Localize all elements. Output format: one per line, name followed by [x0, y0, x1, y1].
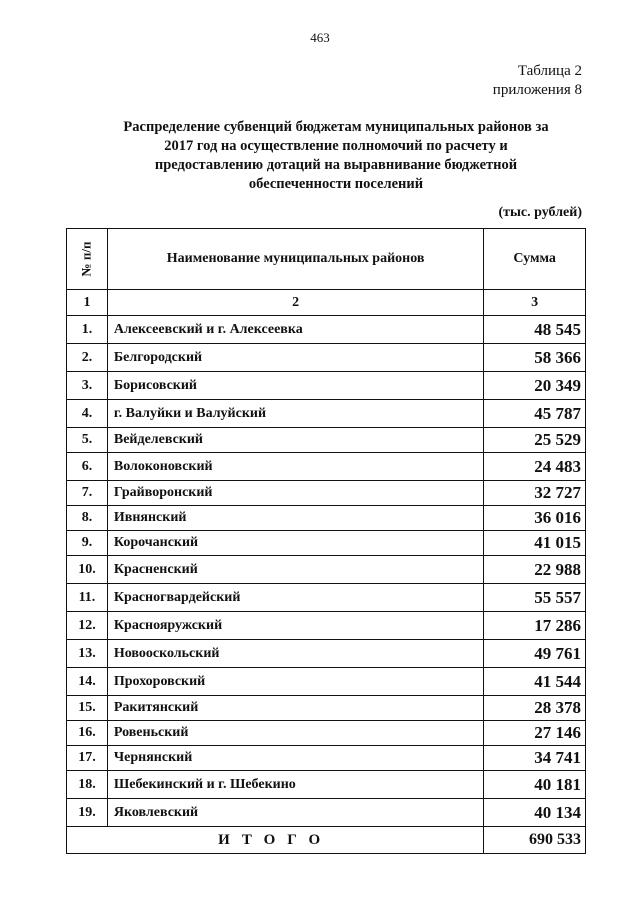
header-row: [67, 229, 586, 290]
row-sum: 41 015: [484, 531, 586, 556]
table-row: [67, 400, 586, 428]
district-name: Чернянский: [107, 746, 483, 771]
table-ref-line1: Таблица 2: [517, 63, 582, 79]
table-row: [67, 696, 586, 721]
row-number: 17.: [67, 746, 108, 771]
row-sum: 40 181: [484, 771, 586, 799]
table-row: [67, 771, 586, 799]
row-number: 12.: [67, 612, 108, 640]
table-row: [67, 506, 586, 531]
header-name: Наименование муниципальных районов: [107, 229, 483, 290]
district-name: Алексеевский и г. Алексеевка: [107, 316, 483, 344]
district-name: Красногвардейский: [107, 584, 483, 612]
district-name: Белгородский: [107, 344, 483, 372]
total-label: ИТОГО: [67, 827, 484, 854]
total-sum: 690 533: [484, 827, 586, 854]
row-number: 9.: [67, 531, 108, 556]
table-row: [67, 612, 586, 640]
row-number: 4.: [67, 400, 108, 428]
title-line4: обеспеченности поселений: [248, 176, 424, 192]
document-title: [108, 118, 564, 194]
row-sum: 36 016: [484, 506, 586, 531]
header-sum: Сумма: [484, 229, 586, 290]
row-number: 10.: [67, 556, 108, 584]
district-name: Яковлевский: [107, 799, 483, 827]
row-sum: 28 378: [484, 696, 586, 721]
table-row: [67, 316, 586, 344]
row-sum: 40 134: [484, 799, 586, 827]
title-line1: Распределение субвенций бюджетам муниципальных районов за: [123, 119, 549, 135]
title-line2: 2017 год на осуществление полномочий по расчету и: [164, 138, 508, 154]
district-name: Новооскольский: [107, 640, 483, 668]
row-number: 13.: [67, 640, 108, 668]
district-name: Ивнянский: [107, 506, 483, 531]
district-name: Шебекинский и г. Шебекино: [107, 771, 483, 799]
district-name: Ракитянский: [107, 696, 483, 721]
row-number: 18.: [67, 771, 108, 799]
row-sum: 58 366: [484, 344, 586, 372]
row-sum: 22 988: [484, 556, 586, 584]
row-sum: 34 741: [484, 746, 586, 771]
district-name: Грайворонский: [107, 481, 483, 506]
district-name: Вейделевский: [107, 428, 483, 453]
row-sum: 32 727: [484, 481, 586, 506]
table-row: [67, 721, 586, 746]
row-number: 3.: [67, 372, 108, 400]
subsidy-table: [66, 228, 586, 854]
unit-label: (тыс. рублей): [498, 205, 582, 220]
district-name: г. Валуйки и Валуйский: [107, 400, 483, 428]
table-row: [67, 746, 586, 771]
column-index-row: [67, 290, 586, 316]
district-name: Волоконовский: [107, 453, 483, 481]
row-sum: 41 544: [484, 668, 586, 696]
table-reference: [493, 62, 582, 100]
table-body: [67, 316, 586, 827]
table-row: [67, 428, 586, 453]
table-row: [67, 556, 586, 584]
table-row: [67, 344, 586, 372]
row-number: 15.: [67, 696, 108, 721]
table-ref-line2: приложения 8: [492, 82, 582, 98]
row-number: 1.: [67, 316, 108, 344]
table-row: [67, 799, 586, 827]
column-index: 3: [484, 290, 586, 316]
row-sum: 25 529: [484, 428, 586, 453]
table-row: [67, 481, 586, 506]
page-number: 463: [310, 30, 330, 45]
table-row: [67, 640, 586, 668]
row-number: 8.: [67, 506, 108, 531]
row-sum: 48 545: [484, 316, 586, 344]
row-number: 5.: [67, 428, 108, 453]
district-name: Борисовский: [107, 372, 483, 400]
row-number: 19.: [67, 799, 108, 827]
table-row: [67, 372, 586, 400]
table-row: [67, 453, 586, 481]
row-sum: 17 286: [484, 612, 586, 640]
row-number: 6.: [67, 453, 108, 481]
district-name: Краснояружский: [107, 612, 483, 640]
row-sum: 55 557: [484, 584, 586, 612]
table-row: [67, 668, 586, 696]
row-sum: 45 787: [484, 400, 586, 428]
total-row: [67, 827, 586, 854]
table-row: [67, 584, 586, 612]
table-row: [67, 531, 586, 556]
district-name: Красненский: [107, 556, 483, 584]
row-sum: 49 761: [484, 640, 586, 668]
row-sum: 20 349: [484, 372, 586, 400]
column-index: 2: [107, 290, 483, 316]
row-sum: 27 146: [484, 721, 586, 746]
row-number: 14.: [67, 668, 108, 696]
district-name: Прохоровский: [107, 668, 483, 696]
row-sum: 24 483: [484, 453, 586, 481]
header-num: [67, 229, 108, 290]
district-name: Корочанский: [107, 531, 483, 556]
district-name: Ровеньский: [107, 721, 483, 746]
title-line3: предоставлению дотаций на выравнивание бюджетной: [154, 157, 518, 173]
row-number: 11.: [67, 584, 108, 612]
row-number: 2.: [67, 344, 108, 372]
header-num-label: № п/п: [78, 241, 94, 276]
row-number: 16.: [67, 721, 108, 746]
row-number: 7.: [67, 481, 108, 506]
column-index: 1: [67, 290, 108, 316]
